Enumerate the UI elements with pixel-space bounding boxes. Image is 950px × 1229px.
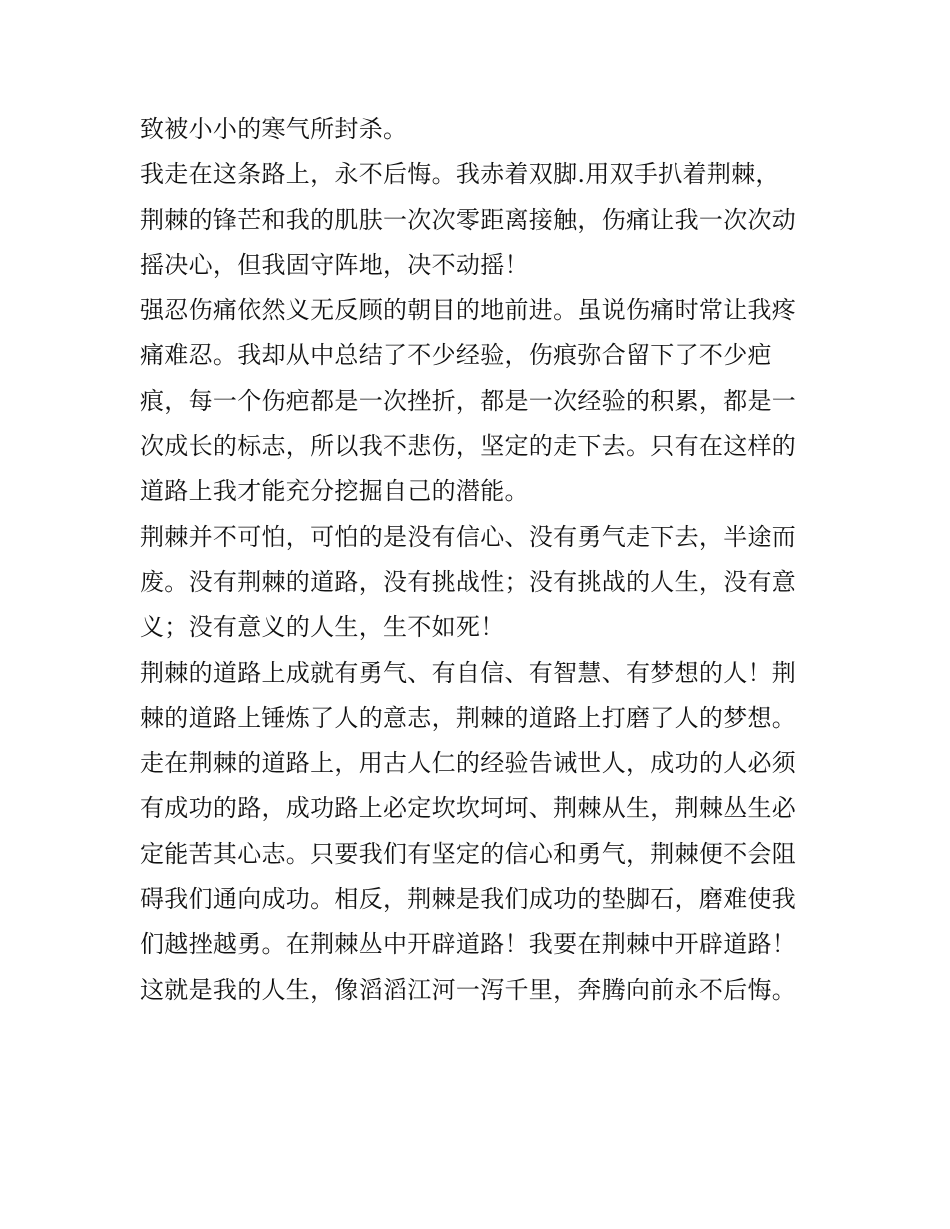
text-line: 荆棘的锋芒和我的肌肤一次次零距离接触，伤痛让我一次次动 <box>140 205 797 234</box>
text-line: 们越挫越勇。在荆棘丛中开辟道路！我要在荆棘中开辟道路！ <box>140 930 797 959</box>
text-line: 次成长的标志，所以我不悲伤，坚定的走下去。只有在这样的 <box>140 432 797 461</box>
text-line: 走在荆棘的道路上，用古人仁的经验告诫世人，成功的人必须 <box>140 749 797 778</box>
text-line: 义；没有意义的人生，生不如死！ <box>140 613 505 642</box>
text-line: 道路上我才能充分挖掘自己的潜能。 <box>140 477 529 506</box>
text-line: 我走在这条路上，永不后悔。我赤着双脚.用双手扒着荆棘， <box>140 160 780 189</box>
text-line: 这就是我的人生，像滔滔江河一泻千里，奔腾向前永不后悔。 <box>140 975 797 1004</box>
body-text <box>140 107 820 1013</box>
text-line: 痛难忍。我却从中总结了不少经验，伤痕弥合留下了不少疤 <box>140 341 772 370</box>
text-line: 摇决心，但我固守阵地，决不动摇！ <box>140 250 529 279</box>
text-line: 强忍伤痛依然义无反顾的朝目的地前进。虽说伤痛时常让我疼 <box>140 296 797 325</box>
text-line: 废。没有荆棘的道路，没有挑战性；没有挑战的人生，没有意 <box>140 567 797 596</box>
text-line: 致被小小的寒气所封杀。 <box>140 115 408 143</box>
text-line: 棘的道路上锤炼了人的意志，荆棘的道路上打磨了人的梦想。 <box>140 703 797 732</box>
text-line: 痕，每一个伤疤都是一次挫折，都是一次经验的积累，都是一 <box>140 386 797 415</box>
text-line: 定能苦其心志。只要我们有坚定的信心和勇气，荆棘便不会阻 <box>140 839 797 868</box>
text-line: 碍我们通向成功。相反，荆棘是我们成功的垫脚石，磨难使我 <box>140 885 797 914</box>
text-line: 荆棘并不可怕，可怕的是没有信心、没有勇气走下去，半途而 <box>140 522 797 551</box>
text-line: 有成功的路，成功路上必定坎坎坷坷、荆棘从生，荆棘丛生必 <box>140 794 797 823</box>
text-line: 荆棘的道路上成就有勇气、有自信、有智慧、有梦想的人！荆 <box>140 658 797 687</box>
